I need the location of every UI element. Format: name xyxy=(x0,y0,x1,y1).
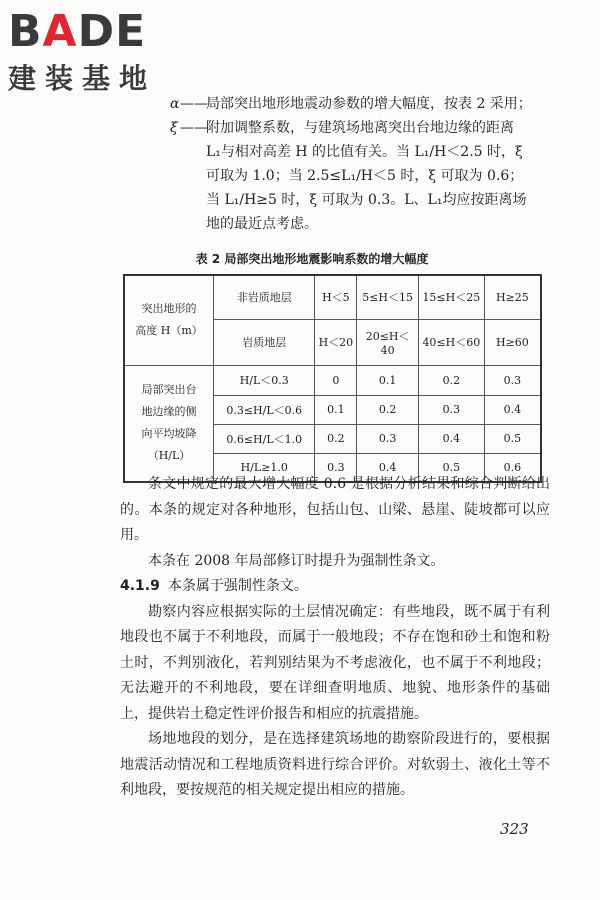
slope-label-line: 向平均坡降 xyxy=(141,427,197,441)
logo-wordmark xyxy=(8,6,183,58)
table-cell: 0.5 xyxy=(484,424,541,453)
table-cell: 0.5 xyxy=(419,453,485,482)
table-cell: 0.1 xyxy=(357,365,419,395)
table-cell: H＜20 xyxy=(315,319,357,365)
table-caption: 表 2 局部突出地形地震影响系数的增大幅度 xyxy=(195,252,429,266)
height-header-cell xyxy=(124,275,214,365)
section-heading xyxy=(120,574,550,600)
non-rock-label: 非岩质地层 xyxy=(214,275,315,319)
table-cell: 0.2 xyxy=(419,365,485,395)
table-cell: 20≤H＜40 xyxy=(357,319,419,365)
height-label-line: 高度 H（m） xyxy=(135,324,203,338)
table-cell: H≥25 xyxy=(484,275,541,319)
table-cell: 0.6 xyxy=(484,453,541,482)
symbol-definitions xyxy=(170,92,550,236)
condition-cell: 0.6≤H/L＜1.0 xyxy=(214,424,315,453)
table-cell: H≥60 xyxy=(484,319,541,365)
amplification-table xyxy=(123,274,542,483)
logo-subtitle: 建装基地 xyxy=(8,62,157,95)
logo-letter: DE xyxy=(77,6,147,57)
height-label-line: 突出地形的 xyxy=(141,302,197,316)
slope-label-line: 地边缘的侧 xyxy=(141,405,197,419)
condition-cell: H/L＜0.3 xyxy=(214,365,315,395)
table-row xyxy=(124,275,541,319)
symbol-text: L₁与相对高差 H 的比值有关。当 L₁/H＜2.5 时，ξ xyxy=(206,144,523,160)
table-cell: 15≤H＜25 xyxy=(419,275,485,319)
symbol-text: 可取为 1.0；当 2.5≤L₁/H＜5 时，ξ 可取为 0.6； xyxy=(206,168,524,184)
paragraph: 场地地段的划分，是在选择建筑场地的勘察阶段进行的，要根据地震活动情况和工程地质资料进行综合评价。对软弱土、液化土等不利地段，要按规范的相关规定提出相应的措施。 xyxy=(120,731,550,798)
table-cell: 0.3 xyxy=(315,453,357,482)
table-cell: 0.3 xyxy=(484,365,541,395)
symbol-text: 局部突出地形地震动参数的增大幅度，按表 2 采用； xyxy=(206,96,532,112)
symbol-dash: —— xyxy=(180,120,208,136)
table-cell: 0.4 xyxy=(419,424,485,453)
body-text xyxy=(120,472,550,804)
brand-logo xyxy=(8,6,183,98)
symbol-text: 地的最近点考虑。 xyxy=(206,216,318,232)
table-cell: 0 xyxy=(315,365,357,395)
paragraph: 条文中规定的最大增大幅度 0.6 是根据分析结果和综合判断给出的。本条的规定对各种地形，包括山包、山梁、悬崖、陡坡都可以应用。 xyxy=(120,476,550,543)
table-cell: 0.4 xyxy=(484,395,541,424)
slope-label-line: 局部突出台 xyxy=(141,383,197,397)
rock-label: 岩质地层 xyxy=(214,319,315,365)
slope-label-line: （H/L） xyxy=(147,449,191,463)
section-text: 本条属于强制性条文。 xyxy=(167,578,308,594)
page-number: 323 xyxy=(500,820,529,838)
symbol-alpha xyxy=(170,92,550,116)
symbol-text: 附加调整系数，与建筑场地离突出台地边缘的距离 xyxy=(206,120,514,136)
table-cell: 40≤H＜60 xyxy=(419,319,485,365)
table-cell: 0.2 xyxy=(357,395,419,424)
paragraph: 本条在 2008 年局部修订时提升为强制性条文。 xyxy=(148,552,445,569)
table-cell: 0.1 xyxy=(315,395,357,424)
symbol-xi xyxy=(170,116,550,140)
symbol-text: 当 L₁/H≥5 时，ξ 可取为 0.3。L、L₁均应按距离场 xyxy=(206,192,527,208)
paragraph: 勘察内容应根据实际的土层情况确定：有些地段，既不属于有利地段也不属于不利地段，而属于一般地段；不存在饱和砂土和饱和粉土时，不判别液化，若判别结果为不考虑液化，也不属于不利地段；无法避开的不利地段，要在详细查明地质、地貌、地形条件的基础上，提供岩土稳定性评价报告和相应的抗震措施。 xyxy=(120,603,550,722)
condition-cell: 0.3≤H/L＜0.6 xyxy=(214,395,315,424)
section-number: 4.1.9 xyxy=(120,578,160,594)
table-cell: 0.4 xyxy=(357,453,419,482)
slope-header-cell xyxy=(124,365,214,482)
symbol-key: ξ xyxy=(170,120,178,136)
logo-letter-accent: A xyxy=(42,6,78,57)
symbol-key: α xyxy=(170,96,180,112)
table-cell: H＜5 xyxy=(315,275,357,319)
table-cell: 5≤H＜15 xyxy=(357,275,419,319)
logo-letter: B xyxy=(8,6,43,57)
table-cell: 0.3 xyxy=(357,424,419,453)
symbol-dash: —— xyxy=(180,96,208,112)
table-cell: 0.2 xyxy=(315,424,357,453)
table-cell: 0.3 xyxy=(419,395,485,424)
condition-cell: H/L≥1.0 xyxy=(214,453,315,482)
table-row xyxy=(124,365,541,395)
